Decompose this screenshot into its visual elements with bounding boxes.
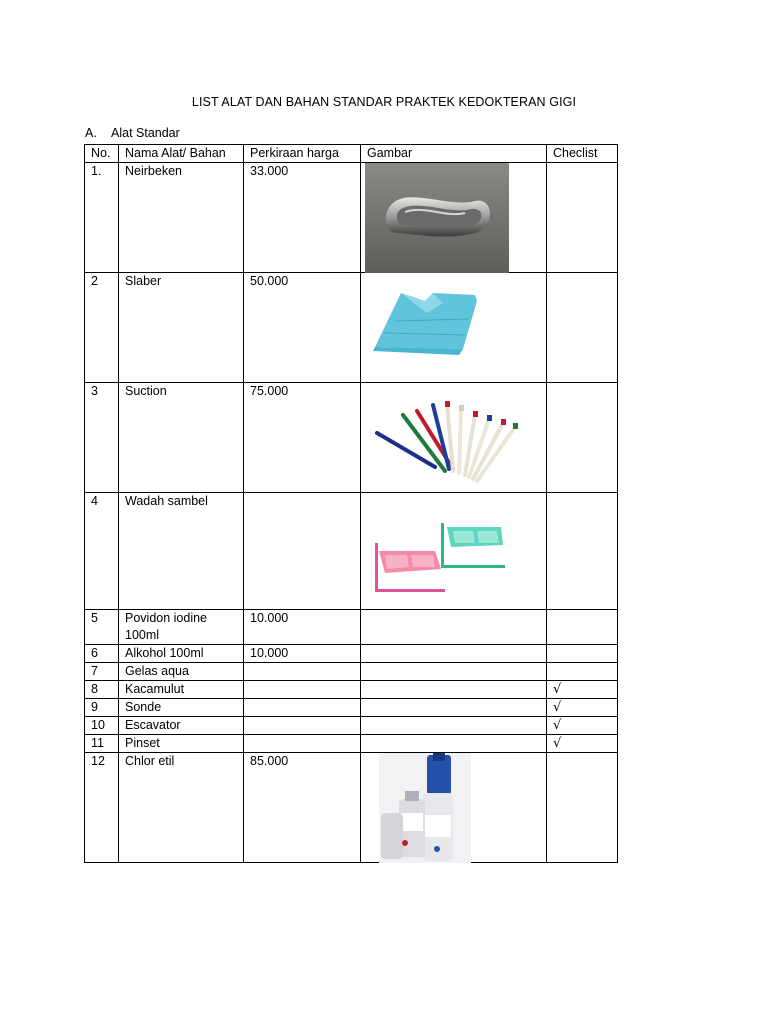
table-row: [85, 163, 618, 273]
cell-check: √: [547, 735, 618, 753]
chlor-etil-spray-photo: [379, 753, 499, 863]
cell-name: Pinset: [119, 735, 244, 753]
table-row: [85, 383, 618, 493]
header-no: No.: [85, 145, 119, 163]
cell-no: 3: [85, 383, 119, 493]
section-letter: A.: [85, 126, 97, 140]
cell-check: [547, 273, 618, 383]
cell-image: [361, 735, 547, 753]
cell-price: 10.000: [244, 645, 361, 663]
cell-image: [361, 163, 547, 273]
cell-name: Gelas aqua: [119, 663, 244, 681]
cell-image: [361, 645, 547, 663]
cell-check: [547, 753, 618, 863]
cell-price: 85.000: [244, 753, 361, 863]
table-row: [85, 717, 618, 735]
cell-price: 33.000: [244, 163, 361, 273]
cell-no: 9: [85, 699, 119, 717]
cell-price: [244, 681, 361, 699]
cell-no: 11: [85, 735, 119, 753]
cell-image: [361, 717, 547, 735]
suction-tips-photo: [365, 383, 527, 493]
cell-no: 5: [85, 610, 119, 645]
cell-price: 10.000: [244, 610, 361, 645]
cell-image: [361, 493, 547, 610]
header-image: Gambar: [361, 145, 547, 163]
cell-image: [361, 610, 547, 645]
cell-no: 6: [85, 645, 119, 663]
cell-no: 7: [85, 663, 119, 681]
cell-price: [244, 493, 361, 610]
table-row: [85, 663, 618, 681]
cell-check: √: [547, 699, 618, 717]
cell-name: Slaber: [119, 273, 244, 383]
table-row: [85, 735, 618, 753]
dental-bib-photo: [365, 273, 485, 373]
cell-name: Chlor etil: [119, 753, 244, 863]
cell-name: Povidon iodine 100ml: [119, 610, 244, 645]
cell-name: Suction: [119, 383, 244, 493]
section-title: Alat Standar: [111, 126, 180, 140]
kidney-dish-photo: [365, 163, 509, 273]
table-row: [85, 681, 618, 699]
cell-check: [547, 645, 618, 663]
cell-no: 4: [85, 493, 119, 610]
cell-check: [547, 610, 618, 645]
cell-price: [244, 717, 361, 735]
cell-check: [547, 493, 618, 610]
cell-image: [361, 681, 547, 699]
cell-image: [361, 753, 547, 863]
header-price: Perkiraan harga: [244, 145, 361, 163]
cell-name: Sonde: [119, 699, 244, 717]
cell-name: Alkohol 100ml: [119, 645, 244, 663]
section-heading: [85, 126, 180, 140]
cell-check: [547, 383, 618, 493]
cell-price: 50.000: [244, 273, 361, 383]
cell-price: 75.000: [244, 383, 361, 493]
table-header-row: [85, 145, 618, 163]
cell-check: [547, 663, 618, 681]
cell-name: Wadah sambel: [119, 493, 244, 610]
cell-no: 12: [85, 753, 119, 863]
cell-name: Neirbeken: [119, 163, 244, 273]
cell-check: [547, 163, 618, 273]
cell-check: √: [547, 681, 618, 699]
table-row: [85, 610, 618, 645]
cell-no: 2: [85, 273, 119, 383]
cell-image: [361, 663, 547, 681]
cell-price: [244, 699, 361, 717]
table-row: [85, 645, 618, 663]
sauce-trays-photo: [365, 493, 515, 605]
table-row: [85, 753, 618, 863]
cell-name: Escavator: [119, 717, 244, 735]
cell-no: 1.: [85, 163, 119, 273]
cell-name: Kacamulut: [119, 681, 244, 699]
header-name: Nama Alat/ Bahan: [119, 145, 244, 163]
cell-no: 8: [85, 681, 119, 699]
cell-image: [361, 383, 547, 493]
cell-price: [244, 663, 361, 681]
cell-check: √: [547, 717, 618, 735]
document-title: LIST ALAT DAN BAHAN STANDAR PRAKTEK KEDOKTERAN GIGI: [191, 95, 577, 109]
equipment-table: [84, 144, 618, 863]
cell-no: 10: [85, 717, 119, 735]
header-check: Checlist: [547, 145, 618, 163]
table-row: [85, 699, 618, 717]
cell-image: [361, 273, 547, 383]
table-row: [85, 493, 618, 610]
cell-price: [244, 735, 361, 753]
cell-image: [361, 699, 547, 717]
table-row: [85, 273, 618, 383]
